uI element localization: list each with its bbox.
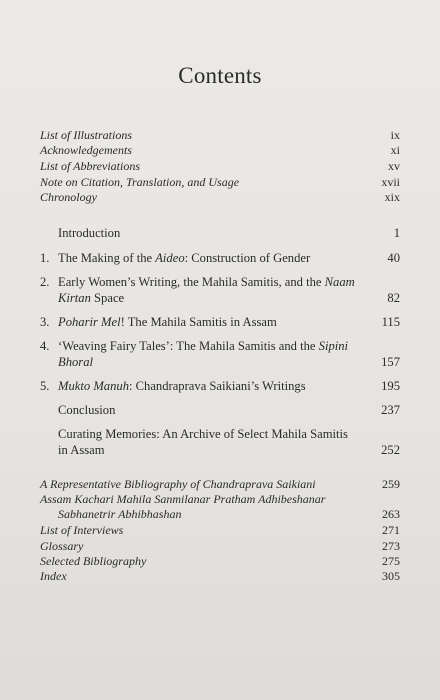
toc-entry-label: The Making of the Aideo: Construction of Gender xyxy=(58,251,311,265)
chapter-number: 2. xyxy=(40,275,50,289)
toc-entry-page: 252 xyxy=(381,443,400,457)
toc-entry-label-line1: Curating Memories: An Archive of Select Mahila Samitis xyxy=(58,427,348,441)
toc-entry-label-line2: Bhoral xyxy=(58,355,93,369)
toc-entry-page: 1 xyxy=(393,226,400,240)
page-title: Contents xyxy=(178,63,262,88)
toc-entry-label: Poharir Mel! The Mahila Samitis in Assam xyxy=(58,315,277,329)
toc-entry-label: List of Illustrations xyxy=(40,128,133,142)
toc-entry-page: xvii xyxy=(381,175,400,189)
toc-entry-page: xi xyxy=(390,143,400,157)
chapter-number: 1. xyxy=(40,251,50,265)
toc-entry-page: 259 xyxy=(382,477,400,491)
toc-entry-page: 157 xyxy=(381,355,400,369)
toc-entry-label-line1: Assam Kachari Mahila Sanmilanar Pratham Adhibeshanar xyxy=(40,492,326,506)
toc-entry-page: 115 xyxy=(381,315,400,329)
toc-entry-label-line1: ‘Weaving Fairy Tales’: The Mahila Samitis and the Sipini xyxy=(58,339,349,353)
toc-entry-page: 271 xyxy=(382,523,400,537)
toc-entry-page: 273 xyxy=(382,539,400,553)
toc-entry-label: Note on Citation, Translation, and Usage xyxy=(40,175,240,189)
toc-entry-label: Mukto Manuh: Chandraprava Saikiani’s Writings xyxy=(58,379,306,393)
toc-entry-page: xix xyxy=(384,190,400,204)
toc-entry-page: 275 xyxy=(382,554,400,568)
toc-entry-label: Glossary xyxy=(40,539,84,553)
toc-entry-page: 40 xyxy=(387,251,400,265)
toc-entry-label-line2: in Assam xyxy=(58,443,105,457)
toc-entry-label-line2: Sabhanetrir Abhibhashan xyxy=(58,507,182,521)
toc-entry-label: Conclusion xyxy=(58,403,116,417)
toc-entry-label: A Representative Bibliography of Chandraprava Saikiani xyxy=(40,477,316,491)
toc-entry-page: 195 xyxy=(381,379,400,393)
toc-entry-label: Chronology xyxy=(40,190,97,204)
toc-entry-page: 237 xyxy=(381,403,400,417)
toc-entry-label: Index xyxy=(40,569,67,583)
chapter-number: 4. xyxy=(40,339,50,353)
toc-entry-label: Selected Bibliography xyxy=(40,554,147,568)
toc-entry-page: xv xyxy=(388,159,400,173)
toc-entry-label: Introduction xyxy=(58,226,121,240)
toc-entry-page: ix xyxy=(390,128,400,142)
toc-entry-label: List of Abbreviations xyxy=(40,159,141,173)
toc-entry-page: 263 xyxy=(382,507,400,521)
toc-entry-label-line1: Early Women’s Writing, the Mahila Samitis, and the Naam xyxy=(58,275,355,289)
toc-entry-label: List of Interviews xyxy=(40,523,124,537)
chapter-number: 5. xyxy=(40,379,50,393)
toc-entry-label-line2: Kirtan Space xyxy=(58,291,125,305)
toc-entry-label: Acknowledgements xyxy=(40,143,132,157)
chapter-number: 3. xyxy=(40,315,50,329)
toc-entry-page: 305 xyxy=(382,569,400,583)
toc-entry-page: 82 xyxy=(387,291,400,305)
